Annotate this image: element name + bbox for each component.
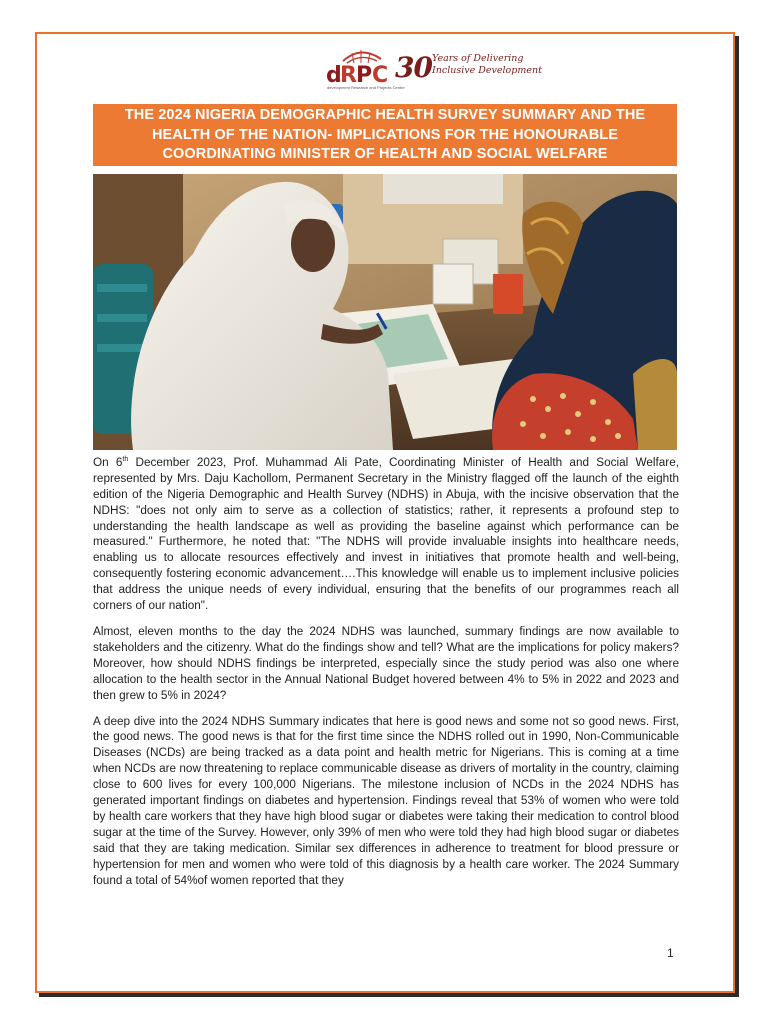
clinic-photo-illustration: [93, 174, 677, 450]
svg-text:P: P: [356, 63, 373, 87]
logo-anniversary-number: 30: [395, 51, 432, 84]
article-body: [93, 452, 679, 898]
paragraph-2: Almost, eleven months to the day the 2024 NDHS was launched, summary findings are now available to stakeholders and the citizenry. What do the findings show and tell? What are the implications for policy makers? Moreover, how should NDHS findings be interpreted, especially since the study period was also one where allocation to the health sector in the Annual National Budget hovered between 4% to 5% in 2022 and 2023 and then grew to 5% in 2024?: [93, 624, 679, 702]
date-ordinal-suffix: th: [122, 456, 129, 463]
paragraph-1-text: December 2023, Prof. Muhammad Ali Pate, Coordinating Minister of Health and Social Welfare, represented by Mrs. Daju Kachollom, Permanent Secretary in the Ministry flagged off the launch of the eighth edition of the Nigeria Demographic and Health Survey (NDHS) in Abuja, with the incisive observation that the NDHS: "does not only aim to serve as a collection of statistics; rather, it represents a profound step to understanding the health landscape as well as providing the baseline against which performance can be measured." Furthermore, he noted that: "The NDHS will provide invaluable insights into healthcare needs, enabling us to allocate resources effectively and invest in initiatives that promote health and well-being, consequently fostering economic advancement….This knowledge will enable us to implement inclusive policies that address the unique needs of every individual, ensuring that the benefits of our programmes reach all corners of our nation".: [93, 455, 679, 613]
article-title-line3: COORDINATING MINISTER OF HEALTH AND SOCIAL WELFARE: [162, 146, 608, 162]
paragraph-1: [93, 452, 679, 614]
paragraph-3: A deep dive into the 2024 NDHS Summary indicates that here is good news and some not so good news. First, the good news. The good news is that for the first time since the NDHS rolled out in 1990, Non-Communicable Diseases (NCDs) are being tracked as a data point and health metric for Nigerians. This is coming at a time when NCDs are now threatening to replace communicable disease as drivers of mortality in the country, claiming close to 600 lives for every 100,000 Nigerians. The milestone inclusion of NCDs in the 2024 NDHS has generated important findings on diabetes and hypertension. Findings reveal that 53% of women who were told by health care workers that they have high blood sugar or diabetes were taking their medication to control blood sugar at the time of the Survey. However, only 39% of men who were told they had high blood sugar or diabetes said that they are taking medication. Similar sex differences in adherence to treatment for blood pressure or hypertension for men and women who were told of this diagnosis by a health care worker. The 2024 Summary found a total of 54%of women reported that they: [93, 714, 679, 887]
clinic-photo: [93, 174, 677, 450]
logo-subtitle: development Research and Projects Centre: [327, 85, 405, 90]
logo-tagline: [432, 53, 542, 77]
svg-text:C: C: [372, 63, 389, 87]
logo-tagline-line1: Years of Delivering: [432, 53, 524, 64]
svg-text:d: d: [326, 63, 342, 87]
article-title-line1: THE 2024 NIGERIA DEMOGRAPHIC HEALTH SURVEY SUMMARY AND THE: [124, 107, 646, 123]
document-page: [35, 32, 735, 993]
drpc-logo-mark: [325, 47, 397, 87]
svg-text:R: R: [340, 63, 357, 87]
page-number: 1: [667, 946, 674, 960]
article-title: [93, 104, 677, 166]
drpc-logo: [325, 47, 542, 91]
paragraph-1-intro: On 6: [93, 455, 123, 469]
logo-tagline-line2: Inclusive Development: [432, 65, 542, 76]
article-title-line2: HEALTH OF THE NATION- IMPLICATIONS FOR THE HONOURABLE: [151, 126, 619, 143]
